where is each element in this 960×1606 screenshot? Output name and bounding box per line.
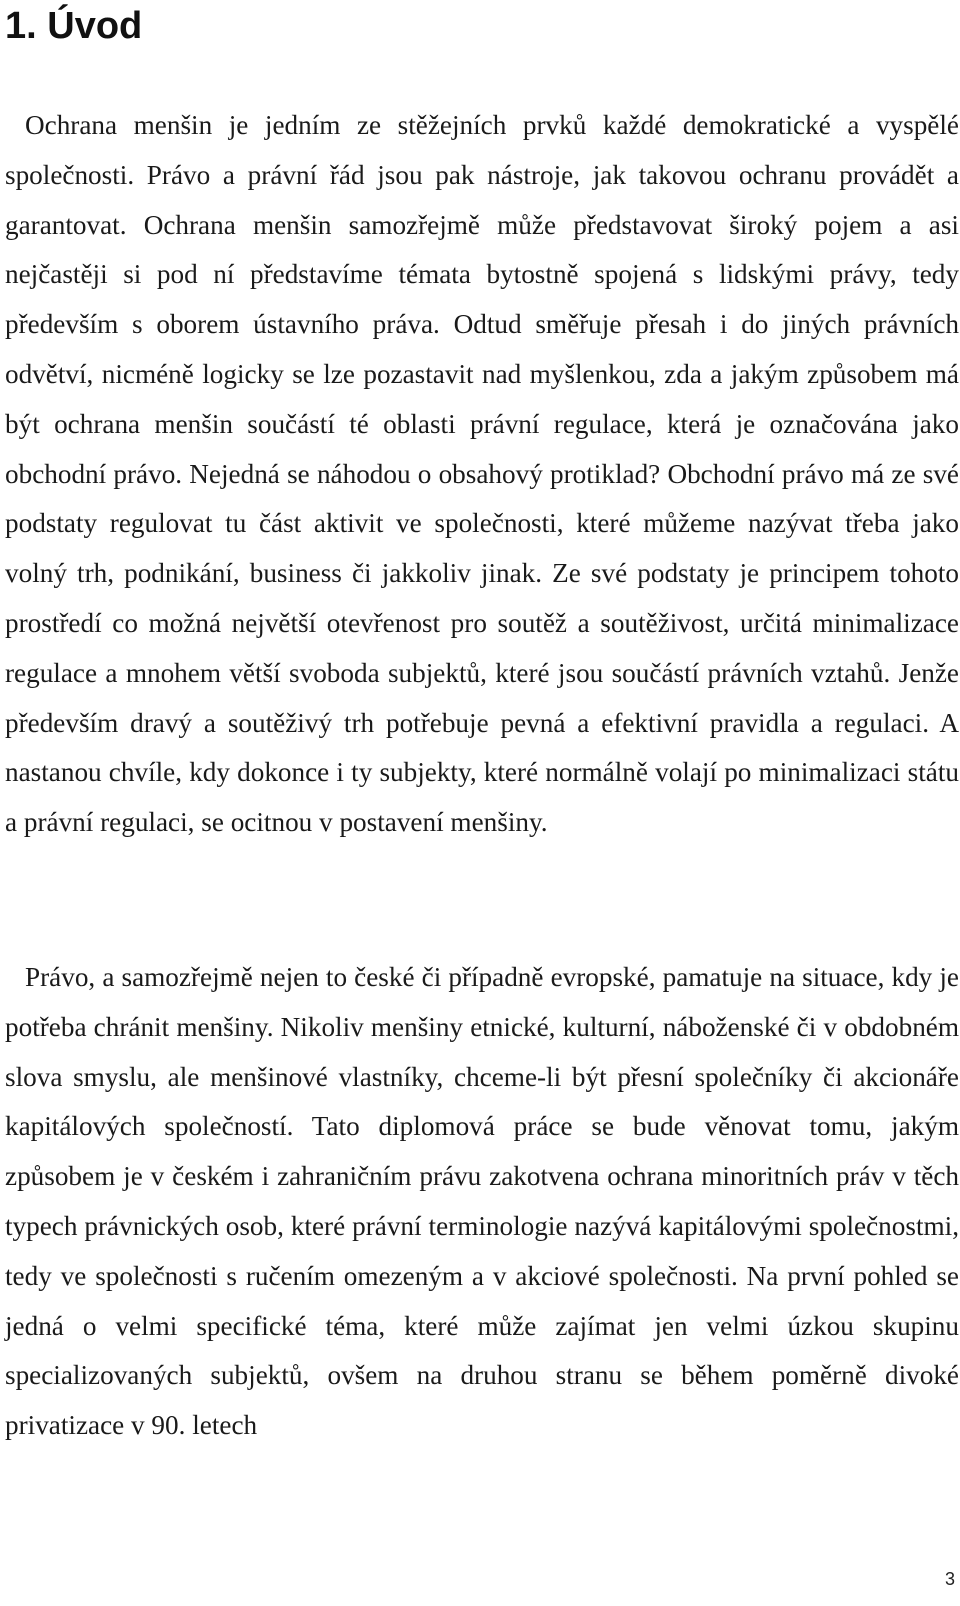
document-page (5, 0, 959, 1606)
section-heading: 1. Úvod (5, 5, 143, 47)
paragraph-2: Právo, a samozřejmě nejen to české či případně evropské, pamatuje na situace, kdy je potřeba chránit menšiny. Nikoliv menšiny etnické, kulturní, náboženské či v obdobném slova smyslu, ale menšinové vlastníky, chceme-li být přesní společníky či akcionáře kapitálových společností. Tato diplomová práce se bude věnovat tomu, jakým způsobem je v českém i zahraničním právu zakotvena ochrana minoritních práv v těch typech právnických osob, které právní terminologie nazývá kapitálovými společnostmi, tedy ve společnosti s ručením omezeným a v akciové společnosti. Na první pohled se jedná o velmi specifické téma, které může zajímat jen velmi úzkou skupinu specializovaných subjektů, ovšem na druhou stranu se během poměrně divoké privatizace v 90. letech (5, 962, 959, 1441)
paragraph-1: Ochrana menšin je jedním ze stěžejních prvků každé demokratické a vyspělé společnosti. Právo a právní řád jsou pak nástroje, jak takovou ochranu provádět a garantovat. Ochrana menšin samozřejmě může představovat široký pojem a asi nejčastěji si pod ní představíme témata bytostně spojená s lidskými právy, tedy především s oborem ústavního práva. Odtud směřuje přesah i do jiných právních odvětví, nicméně logicky se lze pozastavit nad myšlenkou, zda a jakým způsobem má být ochrana menšin součástí té oblasti právní regulace, která je označována jako obchodní právo. Nejedná se náhodou o obsahový protiklad? Obchodní právo má ze své podstaty regulovat tu část aktivit ve společnosti, které můžeme nazývat třeba jako volný trh, podnikání, business či jakkoliv jinak. Ze své podstaty je principem tohoto prostředí co možná největší otevřenost pro soutěž a soutěživost, určitá minimalizace regulace a mnohem větší svoboda subjektů, které jsou součástí právních vztahů. Jenže především dravý a soutěživý trh potřebuje pevná a efektivní pravidla a regulaci. A nastanou chvíle, kdy dokonce i ty subjekty, které normálně volají po minimalizaci státu a právní regulaci, se ocitnou v postavení menšiny. (5, 110, 959, 838)
page-number: 3 (944, 1569, 955, 1589)
